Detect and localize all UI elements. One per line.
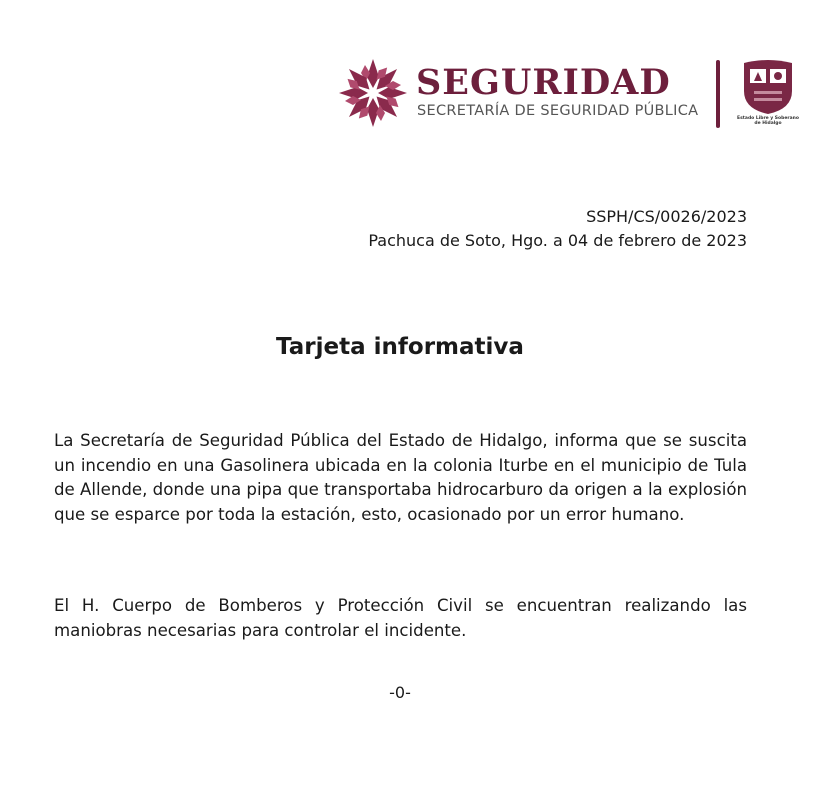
header-divider (716, 60, 720, 128)
paragraph: La Secretaría de Seguridad Pública del Estado de Hidalgo, informa que se suscita un incendio en una Gasolinera ubicada en la colonia Iturbe en el municipio de Tula de Allende, donde una pipa que transportaba hidrocarburo da origen a la explosión que se esparce por toda la estación, esto, ocasionado por un error humano. (54, 431, 747, 524)
coat-of-arms-icon (738, 57, 798, 115)
closing-mark: -0- (389, 683, 411, 702)
reference-code: SSPH/CS/0026/2023 (586, 207, 747, 226)
document-title: Tarjeta informativa (276, 334, 524, 360)
place-date: Pachuca de Soto, Hgo. a 04 de febrero de 2023 (368, 231, 747, 250)
coat-of-arms-caption: Estado Libre y Soberano de Hidalgo (737, 116, 799, 126)
brand-subtitle: SECRETARÍA DE SEGURIDAD PÚBLICA (417, 103, 699, 119)
brand-title: SEGURIDAD (416, 62, 671, 103)
paragraph: El H. Cuerpo de Bomberos y Protección Civil se encuentran realizando las maniobras necesarias para controlar el incidente. (54, 596, 747, 640)
star-logo-icon (336, 58, 410, 128)
